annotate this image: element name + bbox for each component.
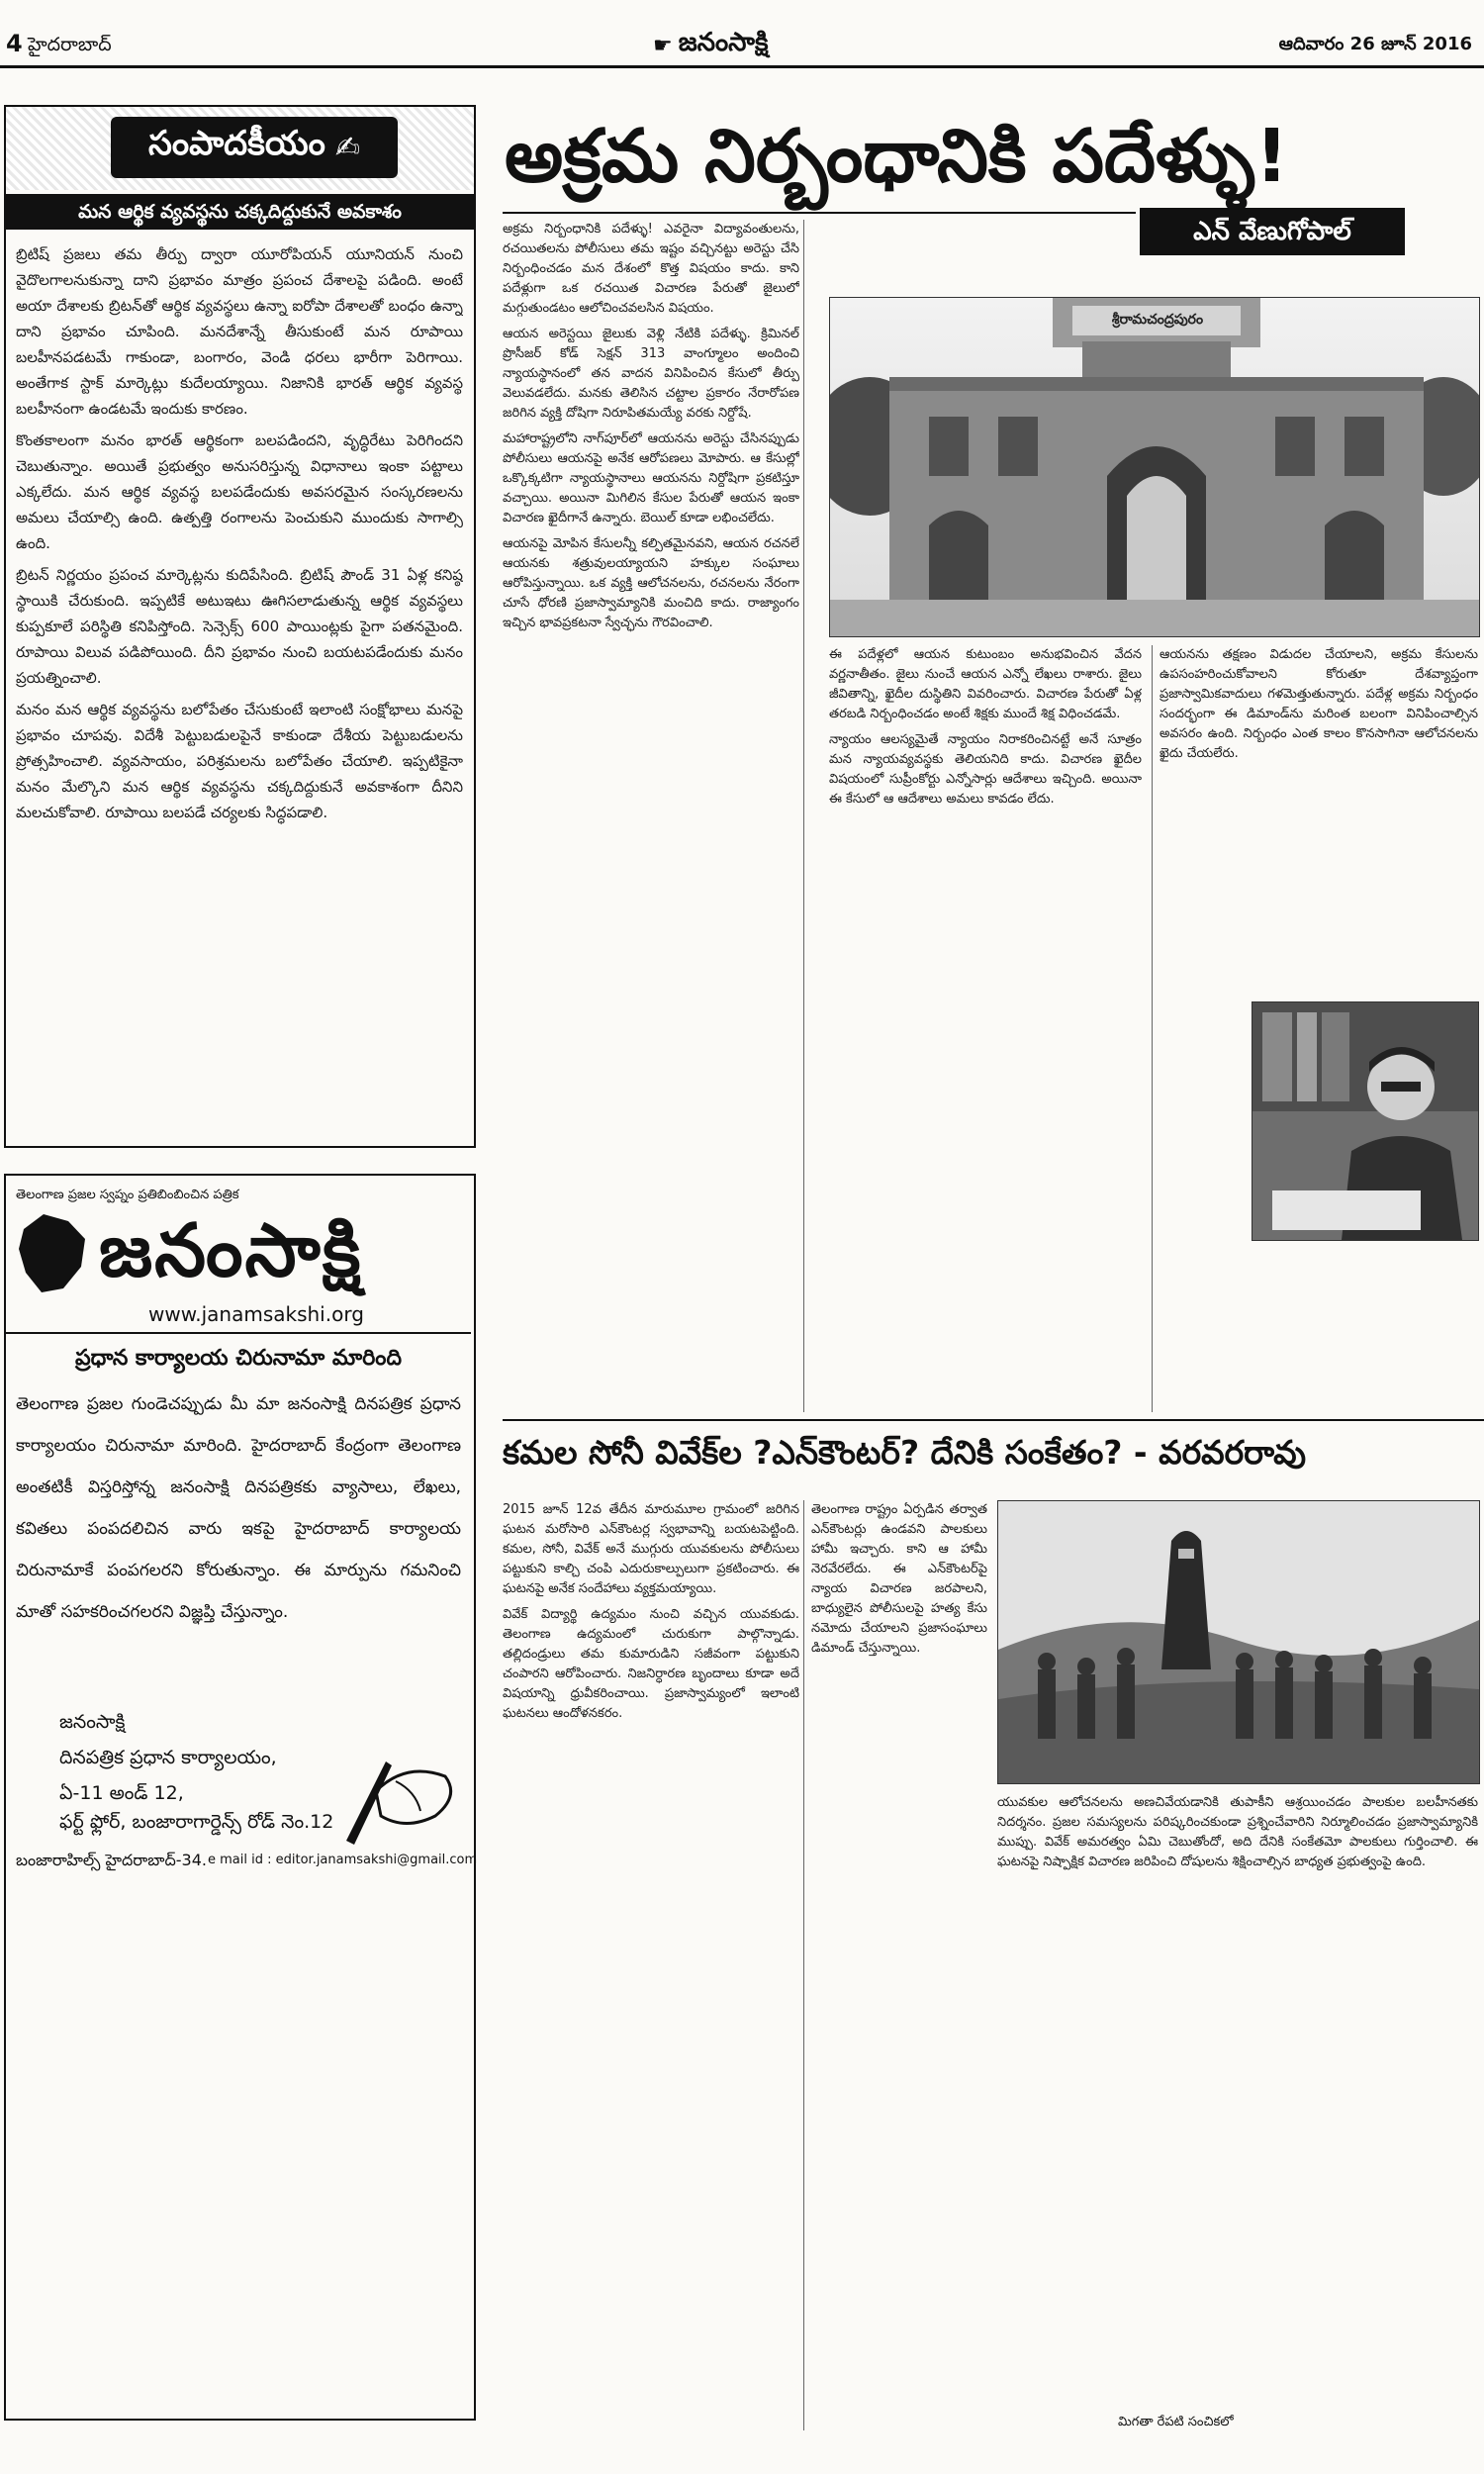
editorial-paragraph: బ్రిటిష్ ప్రజలు తమ తీర్పు ద్వారా యూరోపియన్ యూనియన్ నుంచి వైదొలగాలనుకున్నా దాని ప్రభావం మాత్రం ప్రపంచ దేశాలపై పడింది. అంటే అయా దేశాలకు బ్రిటన్‌తో ఆర్థిక వ్యవస్థలు ఉన్నా ఐరోపా దేశాలతో బంధం ఉన్నా దాని ప్రభావం చూపింది. మనదేశాన్నే తీసుకుంటే మన రూపాయి బలహీనపడటమే గాకుండా, బంగారం, వెండి ధరలు భారీగా పెరిగాయి. అంతేగాక స్టాక్ మార్కెట్లు కుదేలయ్యాయి. నిజానికి భారత్ ఆర్థిక వ్యవస్థ బలహీనంగా ఉండటమే ఇందుకు కారణం. [16, 245, 463, 418]
memorial-crowd-photo [997, 1500, 1480, 1784]
ad-website: www.janamsakshi.org [148, 1302, 364, 1326]
second-paragraph: వివేక్ విద్యార్థి ఉద్యమం నుంచి వచ్చిన యువకుడు. తెలంగాణ ఉద్యమంలో చురుకుగా పాల్గొన్నాడు. తల్లిదండ్రులు తమ కుమారుడిని సజీవంగా పట్టుకుని చంపారని ఆరోపించారు. నిజనిర్ధారణ బృందాలు కూడా అదే విషయాన్ని ధ్రువీకరించాయి. ప్రజాస్వామ్యంలో ఇలాంటి ఘటనలు ఆందోళనకరం. [503, 1607, 799, 1721]
second-column-1 [503, 1500, 799, 2430]
editorial-title: మన ఆర్థిక వ్యవస్థను చక్కదిద్దుకునే అవకాశం [6, 194, 474, 230]
lead-byline: ఎన్ వేణుగోపాల్ [1140, 208, 1405, 255]
editorial-paragraph: కొంతకాలంగా మనం భారత్‌ ఆర్థికంగా బలపడిందని, వృద్ధిరేటు పెరిగిందని చెబుతున్నాం. అయితే ప్రభుత్వం అనుసరిస్తున్న విధానాలు ఇంకా పట్టాలు ఎక్కలేదు. మన ఆర్థిక వ్యవస్థ బలపడేందుకు అవసరమైన సంస్కరణలను అమలు చేయాల్సి ఉంది. ఉత్పత్తి రంగాలను పెంచుకుని ముందుకు సాగాల్సి ఉంది. [16, 431, 463, 552]
column-separator [1152, 645, 1153, 1412]
address-line: ఫర్ట్ ఫ్లోర్, బంజారాగార్డెన్స్ రోడ్ నెం.12 [59, 1811, 334, 1833]
ad-notice-title: ప్రధాన కార్యాలయ చిరునామా మారింది [74, 1346, 402, 1371]
column-separator [803, 1500, 804, 2430]
ad-divider [6, 1332, 471, 1334]
editorial-paragraph: మనం మన ఆర్థిక వ్యవస్థను బలోపేతం చేసుకుంటే ఇలాంటి సంక్షోభాలు మనపై ప్రభావం చూపవు. విదేశీ పెట్టుబడులపైనే కాకుండా దేశీయ పెట్టుబడులను ప్రోత్సహించాలి. వ్యవసాయం, పరిశ్రమలను బలోపేతం చేయాలి. ఇప్పటికైనా మనం మేల్కొని మన ఆర్థిక వ్యవస్థను చక్కదిద్దుకునే అవకాశంగా దీనిని మలచుకోవాలి. రూపాయి బలపడే చర్యలకు సిద్ధపడాలి. [16, 701, 463, 821]
column-separator [803, 220, 804, 1412]
address-line: బంజారాహిల్స్ హైదరాబాద్-34. [16, 1851, 207, 1869]
city-label: హైదరాబాద్ [28, 34, 112, 55]
second-paragraph: 2015 జూన్ 12వ తేదీన మారుమూల గ్రామంలో జరిగిన ఘటన మరోసారి ఎన్‌కౌంటర్ల స్వభావాన్ని బయటపెట్టింది. కమల, సోనీ, వివేక్ అనే ముగ్గురు యువకులను పోలీసులు పట్టుకుని కాల్చి చంపి ఎదురుకాల్పులుగా ప్రకటించారు. ఈ ఘటనపై అనేక సందేహాలు వ్యక్తమయ్యాయి. [503, 1502, 799, 1596]
ad-logo: జనంసాక్షి [99, 1208, 363, 1293]
lead-headline: అక్రమ నిర్బంధానికి పదేళ్ళు! [505, 114, 1289, 199]
lead-paragraph: ఈ పదేళ్లలో ఆయన కుటుంబం అనుభవించిన వేదన వర్ణనాతీతం. జైలు నుంచే ఆయన ఎన్నో లేఖలు రాశారు. జైలు జీవితాన్ని, ఖైదీల దుస్థితిని వివరించారు. విచారణ పేరుతో ఏళ్ల తరబడి నిర్బంధించడం అంటే శిక్షకు ముందే శిక్ష విధించడమే. [829, 647, 1142, 721]
address-line: ఏ-11 అండ్ 12, [59, 1782, 184, 1804]
lead-paragraph: మహారాష్ట్రలోని నాగ్‌పూర్‌లో ఆయనను అరెస్టు చేసినప్పుడు పోలీసులు ఆయనపై అనేక ఆరోపణలు మోపారు. ఆ కేసుల్లో ఒక్కొక్కటిగా న్యాయస్థానాలు ఆయనను నిర్దోషిగా ప్రకటిస్తూ వచ్చాయి. అయినా మిగిలిన కేసుల పేరుతో ఆయన ఇంకా విచారణ ఖైదీగానే ఉన్నారు. బెయిల్ కూడా లభించలేదు. [503, 431, 799, 525]
lead-paragraph: ఆయనను తక్షణం విడుదల చేయాలని, అక్రమ కేసులను ఉపసంహరించుకోవాలని కోరుతూ దేశవ్యాప్తంగా ప్రజాస్వామికవాదులు గళమెత్తుతున్నారు. పదేళ్ల అక్రమ నిర్బంధం సందర్భంగా ఈ డిమాండ్‌ను మరింత బలంగా వినిపించాల్సిన అవసరం ఉంది. నిర్బంధం ఎంత కాలం కొనసాగినా ఆలోచనలను ఖైదు చేయలేరు. [1159, 647, 1478, 761]
address-line: జనంసాక్షి [59, 1711, 126, 1733]
second-paragraph: తెలంగాణ రాష్ట్రం ఏర్పడిన తర్వాత ఎన్‌కౌంటర్లు ఉండవని పాలకులు హామీ ఇచ్చారు. కాని ఆ హామీ నెరవేరలేదు. ఈ ఎన్‌కౌంటర్‌పై న్యాయ విచారణ జరపాలని, బాధ్యులైన పోలీసులపై హత్య కేసు నమోదు చేయాలని ప్రజాసంఘాలు డిమాండ్ చేస్తున్నాయి. [811, 1502, 987, 1656]
fort-gate-photo [829, 297, 1480, 637]
second-column-2 [811, 1500, 987, 2430]
lead-column-3 [1159, 645, 1478, 997]
lead-paragraph: ఆయనపై మోపిన కేసులన్నీ కల్పితమైనవని, ఆయన రచనలే ఆయనకు శత్రువులయ్యాయని హక్కుల సంఘాలు ఆరోపిస్తున్నాయి. ఒక వ్యక్తి ఆలోచనలను, రచనలను నేరంగా చూసే ధోరణి ప్రజాస్వామ్యానికి మంచిది కాదు. రాజ్యాంగం ఇచ్చిన భావప్రకటనా స్వేచ్ఛను గౌరవించాలి. [503, 536, 799, 630]
writing-hand-icon [326, 1722, 465, 1851]
ad-tagline: తెలంగాణ ప్రజల స్వప్నం ప్రతిబింబించిన పత్రిక [16, 1188, 239, 1202]
address-line: దినపత్రిక ప్రధాన కార్యాలయం, [59, 1747, 277, 1768]
editorial-body [16, 241, 463, 1132]
header-brand: ☛ జనంసాక్షి [653, 28, 769, 58]
editorial-label: సంపాదకీయం ✍ [111, 117, 398, 178]
issue-date: ఆదివారం 26 జూన్ 2016 [1278, 34, 1472, 54]
ad-notice-body: తెలంగాణ ప్రజల గుండెచప్పుడు మీ మా జనంసాక్షి దినపత్రిక ప్రధాన కార్యాలయం చిరునామా మారింది. హైదరాబాద్ కేంద్రంగా తెలంగాణ అంతటికీ విస్తరిస్తోన్న జనంసాక్షి దినపత్రికకు వ్యాసాలు, లేఖలు, కవితలు పంపదలిచిన వారు ఇకపై హైదరాబాద్ కార్యాలయ చిరునామాకే పంపగలరని కోరుతున్నాం. ఈ మార్పును గమనించి మాతో సహకరించగలరని విజ్ఞప్తి చేస్తున్నాం. [16, 1394, 461, 1622]
header-rule [0, 65, 1484, 68]
section-rule [503, 1419, 1484, 1421]
author-portrait-photo [1252, 1001, 1479, 1241]
lead-paragraph: న్యాయం ఆలస్యమైతే న్యాయం నిరాకరించినట్టే అనే సూత్రం మన న్యాయవ్యవస్థకు తెలియనిది కాదు. విచారణ ఖైదీల విషయంలో సుప్రీంకోర్టు ఎన్నోసార్లు ఆదేశాలు ఇచ్చింది. అయినా ఈ కేసులో ఆ ఆదేశాలు అమలు కావడం లేదు. [829, 732, 1142, 807]
continued-note: మిగతా రేపటి సంచికలో [1118, 2415, 1234, 2429]
hand-icon: ☛ [653, 33, 673, 58]
editorial-paragraph: బ్రిటన్ నిర్ణయం ప్రపంచ మార్కెట్లను కుదిపేసింది. బ్రిటిష్ పౌండ్ 31 ఏళ్ల కనిష్ఠ స్థాయికి చేరుకుంది. ఇప్పటికే అటుఇటు ఊగిసలాడుతున్న ఆర్థిక వ్యవస్థలు కుప్పకూలే పరిస్థితి కనిపిస్తోంది. సెన్సెక్స్ 600 పాయింట్లకు పైగా పతనమైంది. రూపాయి విలువ పడిపోయింది. దీని ప్రభావం నుంచి బయటపడేందుకు మనం ప్రయత్నించాలి. [16, 566, 463, 687]
lead-paragraph: ఆయన అరెస్టయి జైలుకు వెళ్లి నేటికి పదేళ్ళు. క్రిమినల్ ప్రొసీజర్ కోడ్ సెక్షన్ 313 వాంగ్మూలం అందించి న్యాయస్థానంలో తన వాదన వినిపించిన కేసులో తీర్పు వెలువడలేదు. మనకు తెలిసిన చట్టాల ప్రకారం నేరారోపణ జరిగిన వ్యక్తి దోషిగా నిరూపితమయ్యే వరకు నిర్దోషే. [503, 327, 799, 421]
second-column-3 [997, 1793, 1478, 2413]
ad-email: e mail id : editor.janamsakshi@gmail.com [208, 1853, 478, 1867]
lead-column-1 [503, 220, 799, 1412]
second-paragraph: యువకుల ఆలోచనలను అణచివేయడానికి తుపాకీని ఆశ్రయించడం పాలకుల బలహీనతకు నిదర్శనం. ప్రజల సమస్యలను పరిష్కరించకుండా ప్రశ్నించేవారిని నిర్మూలించడం ప్రజాస్వామ్యానికి ముప్పు. వివేక్ అమరత్వం ఏమి చెబుతోందో, అది దేనికి సంకేతమో పాలకులు గుర్తించాలి. ఈ ఘటనపై నిష్పాక్షిక విచారణ జరిపించి దోషులను శిక్షించాల్సిన బాధ్యత ప్రభుత్వంపై ఉంది. [997, 1795, 1478, 1869]
gate-sign: శ్రీరామచంద్రపురం [1111, 312, 1204, 328]
pen-writing-icon: ✍ [334, 130, 360, 165]
second-headline: కమల సోనీ వివేక్‌ల ?ఎన్‌కౌంటర్? దేనికి సంకేతం? - వరవరరావు [503, 1433, 1307, 1472]
page-number: 4 [6, 30, 23, 57]
ad-address [59, 1704, 356, 1811]
lead-rule [503, 212, 1136, 214]
telangana-map-icon [14, 1209, 93, 1298]
lead-paragraph: అక్రమ నిర్బంధానికి పదేళ్ళు! ఎవరైనా విద్యావంతులను, రచయితలను పోలీసులు తమ ఇష్టం వచ్చినట్టు అరెస్టు చేసి నిర్బంధించడం మన దేశంలో కొత్త విషయం కాదు. కాని పదేళ్లుగా ఒక రచయిత విచారణ పేరుతో జైలులో మగ్గుతుండటం ఆలోచించవలసిన విషయం. [503, 222, 799, 316]
lead-column-2 [829, 645, 1142, 1412]
